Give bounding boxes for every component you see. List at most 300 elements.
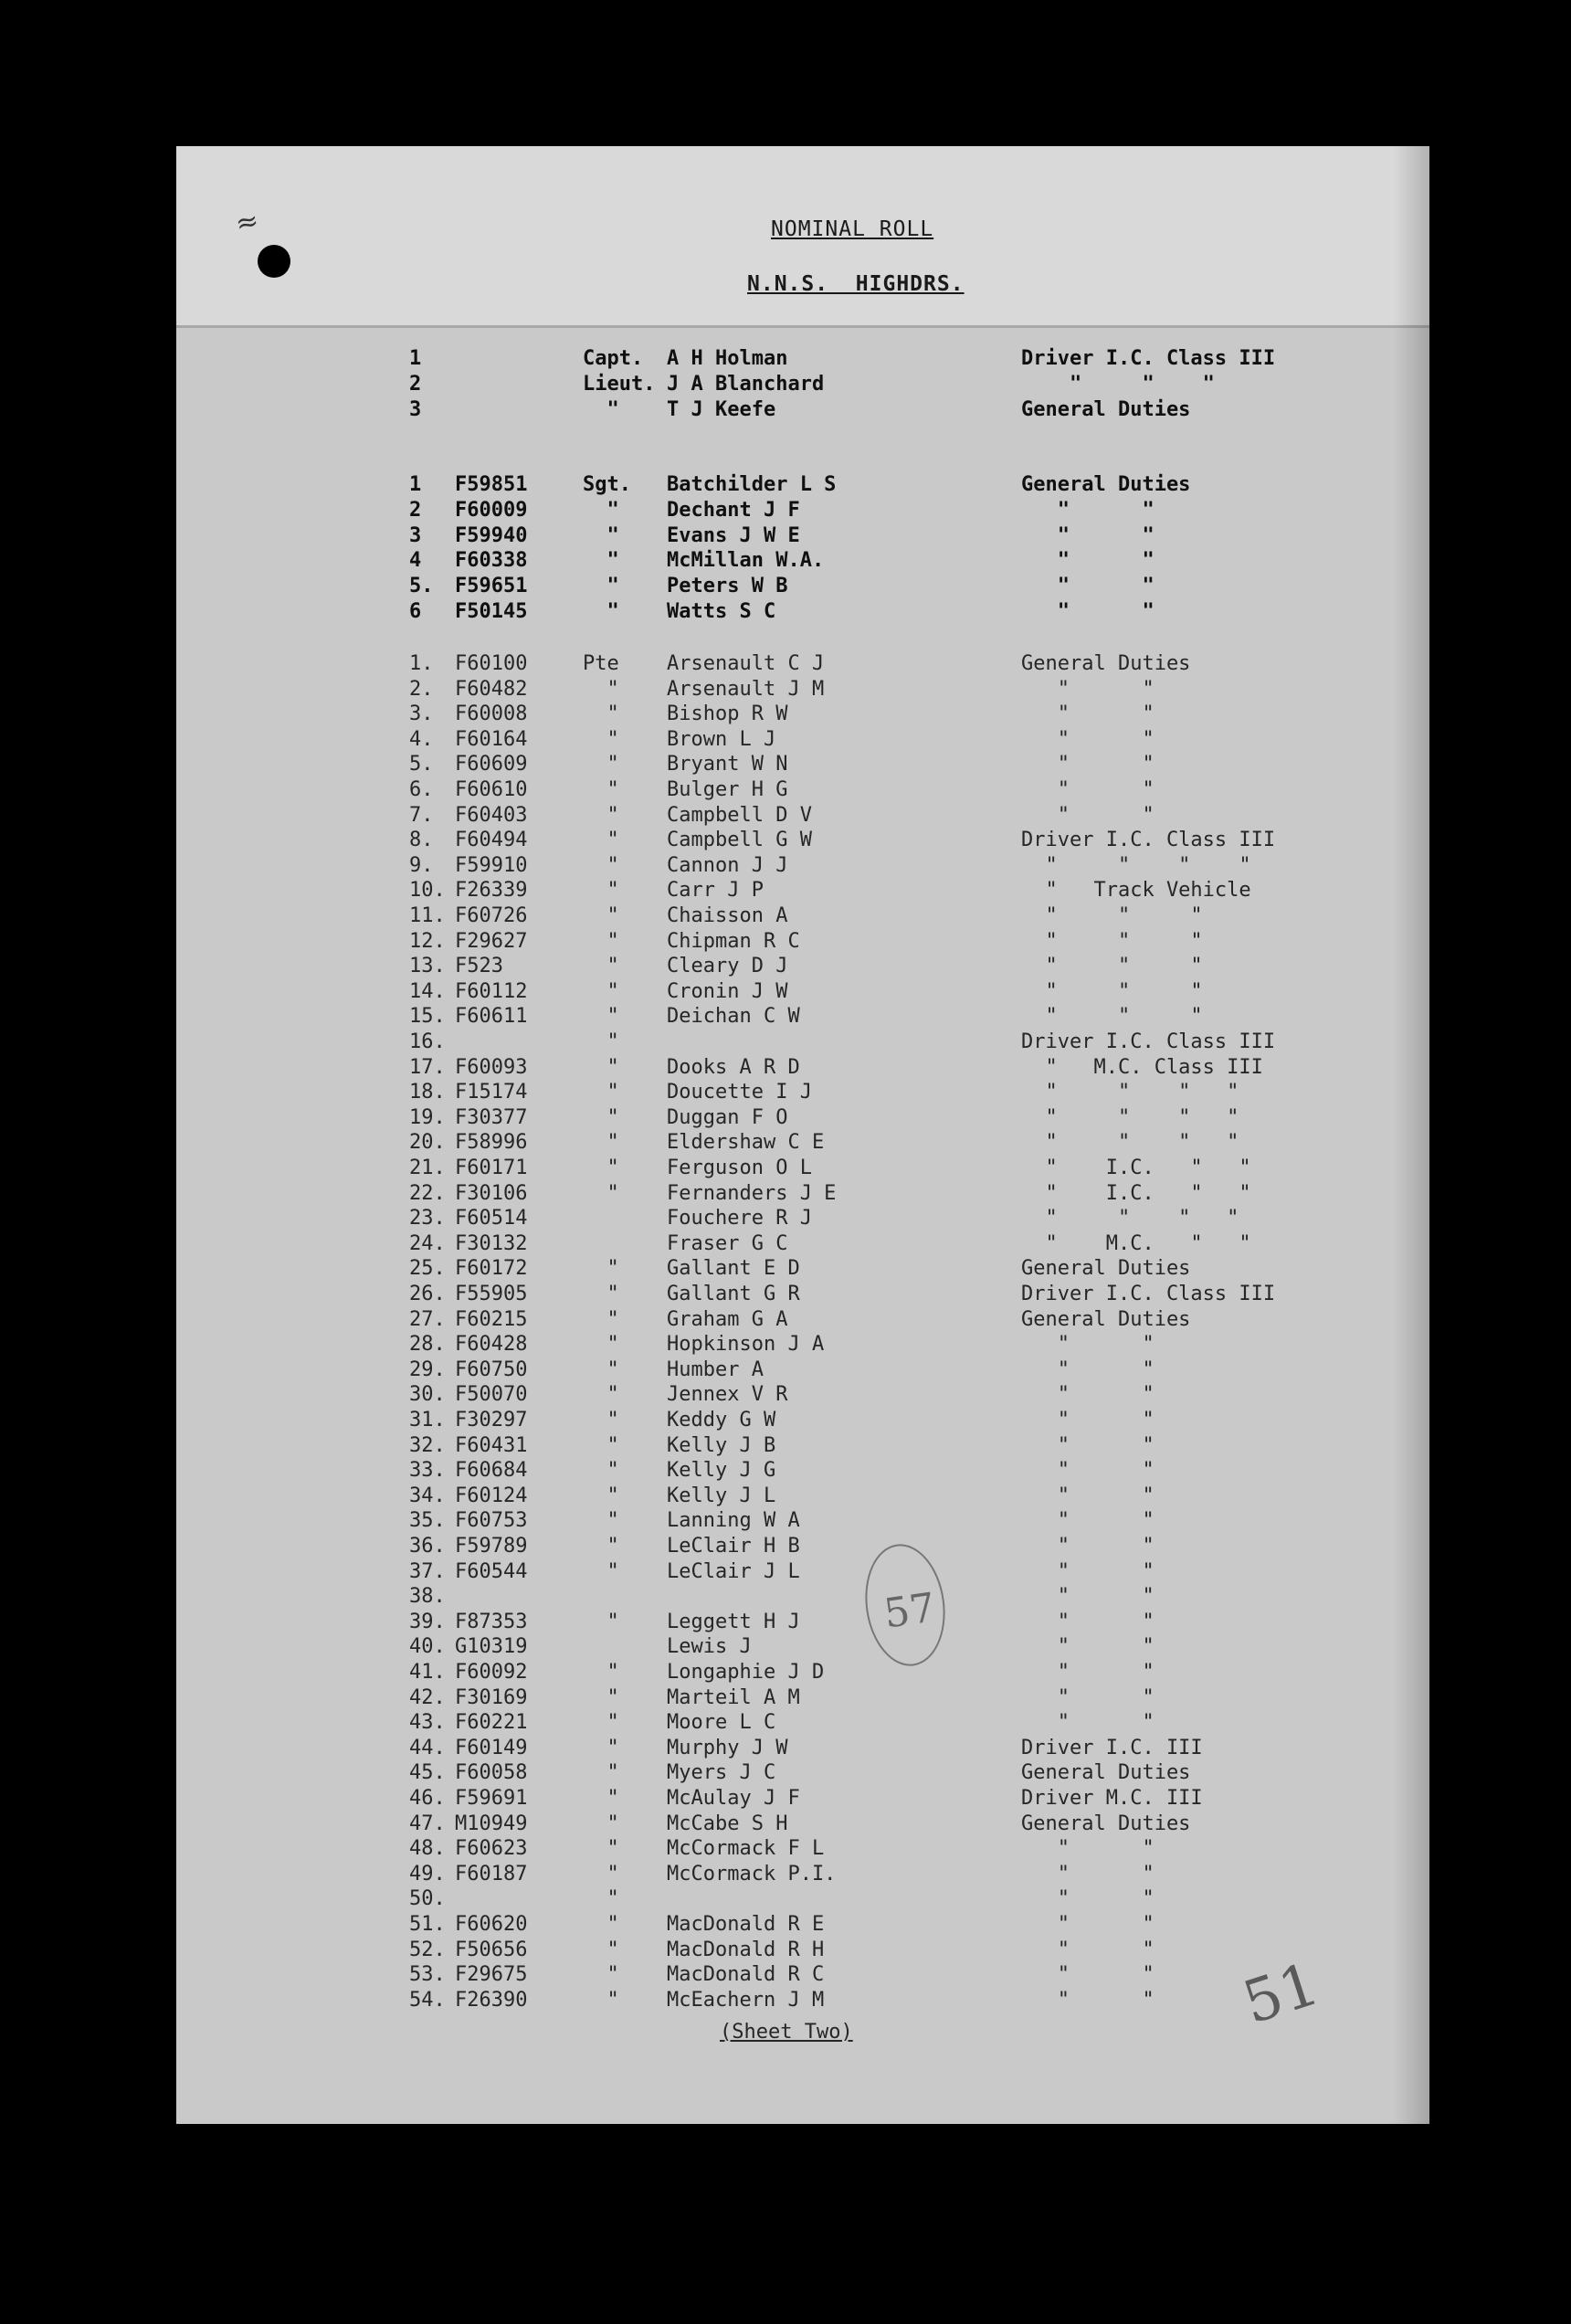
regimental-number: F60171 [455,1157,528,1179]
duty-assignment: " " [1021,1887,1155,1911]
duty-assignment: " " [1021,1635,1155,1659]
row-number: 23. [409,1207,446,1231]
regimental-number: F30169 [455,1685,528,1709]
row-number: 44. [409,1736,446,1759]
duty-assignment: " I.C. " " [1021,1181,1251,1205]
row-number: 3 [409,398,422,421]
row-number: 6. [409,778,434,801]
soldier-name: Deichan C W [667,1005,800,1029]
row-number: 2. [409,677,434,701]
table-row [0,1787,1571,1812]
duty-assignment: " " [1021,1610,1155,1633]
soldier-name: Kelly J G [667,1459,776,1483]
table-row [0,1737,1571,1762]
row-number: 7. [409,803,434,827]
table-row [0,1938,1571,1964]
table-row [0,702,1571,728]
regimental-number: F60008 [455,702,528,726]
duty-assignment: " " [1021,1685,1155,1709]
rank: " [583,853,619,877]
row-number: 14. [409,979,446,1003]
soldier-name: McCormack P.I. [667,1862,837,1886]
row-number: 4 [409,549,422,573]
duty-assignment: " " [1021,1837,1155,1861]
duty-assignment: " " " [1021,1005,1203,1029]
row-number: 18. [409,1081,446,1104]
table-row [0,1409,1571,1434]
table-row [0,1358,1571,1384]
table-row [0,473,1571,499]
regimental-number: F60403 [455,803,528,827]
table-row [0,804,1571,829]
row-number: 47. [409,1812,446,1835]
table-row [0,728,1571,754]
row-number: 51. [409,1913,446,1936]
table-row [0,549,1571,575]
regimental-number: F60753 [455,1509,528,1533]
row-number: 9. [409,853,434,877]
rank: Sgt. [583,473,631,496]
row-number: 8. [409,829,434,852]
duty-assignment: " " [1021,1938,1155,1961]
table-row [0,524,1571,550]
rank: " [583,904,619,927]
regimental-number: F30106 [455,1181,528,1205]
soldier-name: Cronin J W [667,979,788,1003]
row-number: 28. [409,1333,446,1357]
duty-assignment: " " [1021,1383,1155,1407]
regimental-number: M10949 [455,1812,528,1835]
soldier-name: McCormack F L [667,1837,825,1861]
duty-assignment: " " " [1021,955,1203,978]
regimental-number: F60726 [455,904,528,927]
table-row [0,1182,1571,1208]
duty-assignment: " " [1021,677,1155,701]
soldier-name: Peters W B [667,575,788,598]
table-row [0,1509,1571,1535]
rank: " [583,523,619,547]
row-number: 36. [409,1535,446,1558]
table-row [0,854,1571,880]
table-row [0,1283,1571,1308]
row-number: 16. [409,1030,446,1053]
regimental-number: F60482 [455,677,528,701]
table-row [0,575,1571,600]
duty-assignment: General Duties [1021,1812,1191,1835]
regimental-number: F60221 [455,1711,528,1735]
row-number: 41. [409,1661,446,1684]
duty-assignment: " " [1021,575,1155,598]
table-row [0,904,1571,930]
regimental-number: F26339 [455,879,528,903]
soldier-name: Fouchere R J [667,1207,812,1231]
regimental-number: F26390 [455,1988,528,2012]
duty-assignment: " " [1021,1357,1155,1381]
row-number: 22. [409,1181,446,1205]
row-number: 27. [409,1307,446,1331]
duty-assignment: " M.C. Class III [1021,1055,1263,1079]
rank: " [583,979,619,1003]
regimental-number: F59910 [455,853,528,877]
soldier-name: Gallant G R [667,1283,800,1305]
rank: " [583,1837,619,1861]
soldier-name: MacDonald R C [667,1963,825,1987]
soldier-name: Keddy G W [667,1409,776,1431]
soldier-name: Doucette I J [667,1081,812,1104]
duty-assignment: " " [1021,1585,1155,1609]
rank: " [583,1005,619,1029]
rank: " [583,1105,619,1129]
row-number: 5. [409,753,434,776]
row-number: 25. [409,1257,446,1281]
soldier-name: McMillan W.A. [667,549,825,573]
duty-assignment: " " [1021,1433,1155,1457]
table-row [0,1106,1571,1132]
table-row [0,1560,1571,1586]
table-row [0,347,1571,373]
soldier-name: MacDonald R H [667,1938,825,1961]
table-row [0,652,1571,678]
soldier-name: Campbell D V [667,803,812,827]
duty-assignment: " " [1021,803,1155,827]
duty-assignment: General Duties [1021,1307,1191,1331]
table-row [0,1383,1571,1409]
duty-assignment: " " [1021,1711,1155,1735]
table-row [0,1963,1571,1989]
table-row [0,1812,1571,1838]
regimental-number: F60164 [455,727,528,751]
row-number: 42. [409,1685,446,1709]
row-number: 12. [409,929,446,953]
rank: Capt. [583,347,644,370]
row-number: 3 [409,523,422,547]
table-row [0,955,1571,980]
table-row [0,1308,1571,1334]
rank: " [583,1938,619,1961]
punch-hole-icon [258,245,290,278]
rank: " [583,702,619,726]
duty-assignment: General Duties [1021,652,1191,675]
soldier-name: Bulger H G [667,778,788,801]
soldier-name: Bishop R W [667,702,788,726]
row-number: 45. [409,1761,446,1785]
soldier-name: Carr J P [667,879,764,903]
duty-assignment: " " " " [1021,1105,1239,1129]
soldier-name: Leggett H J [667,1610,800,1633]
duty-assignment: " " [1021,1988,1155,2012]
soldier-name: McCabe S H [667,1812,788,1835]
soldier-name: Humber A [667,1357,764,1381]
table-row [0,373,1571,398]
row-number: 3. [409,702,434,726]
duty-assignment: " " [1021,1509,1155,1533]
duty-assignment: " " [1021,1484,1155,1507]
regimental-number: F60100 [455,652,528,675]
soldier-name: Jennex V R [667,1383,788,1407]
regimental-number: F60428 [455,1333,528,1357]
rank: " [583,879,619,903]
duty-assignment: " " " [1021,979,1203,1003]
regimental-number: F59789 [455,1535,528,1558]
rank: " [583,498,619,522]
table-row [0,1585,1571,1611]
regimental-number: F60093 [455,1055,528,1079]
soldier-name: Ferguson O L [667,1157,812,1179]
duty-assignment: " " " " [1021,1081,1239,1104]
table-row [0,1333,1571,1358]
regimental-number: F55905 [455,1283,528,1305]
soldier-name: McAulay J F [667,1787,800,1810]
soldier-name: Fraser G C [667,1231,788,1255]
row-number: 30. [409,1383,446,1407]
soldier-name: Myers J C [667,1761,776,1785]
regimental-number: G10319 [455,1635,528,1659]
table-row [0,1611,1571,1636]
table-row [0,930,1571,956]
row-number: 20. [409,1131,446,1155]
table-row [0,398,1571,424]
rank: " [583,803,619,827]
regimental-number: F60092 [455,1661,528,1684]
duty-assignment: " " [1021,600,1155,623]
regimental-number: F50070 [455,1383,528,1407]
soldier-name: Longaphie J D [667,1661,825,1684]
regimental-number: F60338 [455,549,528,573]
row-number: 4. [409,727,434,751]
row-number: 15. [409,1005,446,1029]
soldier-name: Murphy J W [667,1736,788,1759]
soldier-name: T J Keefe [667,398,776,421]
soldier-name: Cleary D J [667,955,788,978]
sheet-label: (Sheet Two) [720,2021,853,2044]
row-number: 50. [409,1887,446,1911]
row-number: 21. [409,1157,446,1179]
soldier-name: Batchilder L S [667,473,837,496]
rank: " [583,1963,619,1987]
duty-assignment: Driver I.C. Class III [1021,347,1276,370]
rank: " [583,1181,619,1205]
rank: " [583,727,619,751]
duty-assignment: " " [1021,1333,1155,1357]
regimental-number: F87353 [455,1610,528,1633]
row-number: 33. [409,1459,446,1483]
regimental-number: F60609 [455,753,528,776]
rank: " [583,829,619,852]
regimental-number: F30377 [455,1105,528,1129]
regimental-number: F59691 [455,1787,528,1810]
duty-assignment: " " " [1021,904,1203,927]
table-row [0,678,1571,703]
regimental-number: F59940 [455,523,528,547]
regimental-number: F523 [455,955,503,978]
soldier-name: Arsenault J M [667,677,825,701]
soldier-name: LeClair H B [667,1535,800,1558]
table-row [0,1484,1571,1510]
rank: " [583,1661,619,1684]
duty-assignment: Driver I.C. Class III [1021,1283,1276,1305]
soldier-name: Fernanders J E [667,1181,837,1205]
table-row [0,1030,1571,1056]
soldier-name: LeClair J L [667,1559,800,1583]
unit-name: N.N.S. HIGHDRS. [747,272,965,296]
row-number: 43. [409,1711,446,1735]
rank: " [583,778,619,801]
soldier-name: J A Blanchard [667,373,825,396]
duty-assignment: " " [1021,778,1155,801]
soldier-name: Chaisson A [667,904,788,927]
table-row [0,1913,1571,1938]
rank: " [583,1131,619,1155]
rank: Lieut. [583,373,656,396]
row-number: 49. [409,1862,446,1886]
regimental-number: F60431 [455,1433,528,1457]
rank: " [583,1030,619,1053]
soldier-name: Graham G A [667,1307,788,1331]
duty-assignment: " " [1021,1409,1155,1431]
row-number: 38. [409,1585,446,1609]
duty-assignment: " " [1021,1862,1155,1886]
duty-assignment: " I.C. " " [1021,1157,1251,1179]
soldier-name: Kelly J B [667,1433,776,1457]
duty-assignment: Driver M.C. III [1021,1787,1203,1810]
rank: " [583,753,619,776]
regimental-number: F60623 [455,1837,528,1861]
row-number: 17. [409,1055,446,1079]
rank: " [583,1535,619,1558]
soldier-name: Chipman R C [667,929,800,953]
duty-assignment: General Duties [1021,398,1191,421]
duty-assignment: " " " " [1021,853,1251,877]
row-number: 11. [409,904,446,927]
duty-assignment: " " [1021,1459,1155,1483]
regimental-number: F60009 [455,498,528,522]
row-number: 26. [409,1283,446,1305]
regimental-number: F60684 [455,1459,528,1483]
rank: " [583,1736,619,1759]
soldier-name: Dechant J F [667,498,800,522]
table-row [0,1056,1571,1082]
soldier-name: MacDonald R E [667,1913,825,1936]
regimental-number: F60620 [455,1913,528,1936]
row-number: 54. [409,1988,446,2012]
row-number: 46. [409,1787,446,1810]
regimental-number: F60610 [455,778,528,801]
regimental-number: F59851 [455,473,528,496]
table-row [0,829,1571,854]
row-number: 2 [409,373,422,396]
regimental-number: F60494 [455,829,528,852]
table-row [0,879,1571,904]
table-row [0,1005,1571,1030]
rank: " [583,1357,619,1381]
rank: " [583,1761,619,1785]
rank: " [583,1685,619,1709]
regimental-number: F15174 [455,1081,528,1104]
soldier-name: Marteil A M [667,1685,800,1709]
pencil-mark: ≈ [232,204,262,241]
duty-assignment: " " " [1021,929,1203,953]
regimental-number: F30297 [455,1409,528,1431]
row-number: 1. [409,652,434,675]
rank: Pte [583,652,619,675]
table-row [0,1887,1571,1913]
row-number: 31. [409,1409,446,1431]
row-number: 10. [409,879,446,903]
regimental-number: F60750 [455,1357,528,1381]
rank: " [583,1610,619,1633]
rank: " [583,575,619,598]
regimental-number: F50656 [455,1938,528,1961]
table-row [0,1635,1571,1661]
rank: " [583,1283,619,1305]
document-title: NOMINAL ROLL [771,217,934,241]
soldier-name: Lanning W A [667,1509,800,1533]
rank: " [583,1862,619,1886]
row-number: 6 [409,600,422,623]
rank: " [583,1383,619,1407]
soldier-name: Dooks A R D [667,1055,800,1079]
soldier-name: Arsenault C J [667,652,825,675]
table-row [0,1207,1571,1232]
table-row [0,980,1571,1006]
rank: " [583,600,619,623]
rank: " [583,677,619,701]
soldier-name: Eldershaw C E [667,1131,825,1155]
regimental-number: F60514 [455,1207,528,1231]
row-number: 52. [409,1938,446,1961]
row-number: 1 [409,347,422,370]
soldier-name: A H Holman [667,347,788,370]
table-row [0,1686,1571,1712]
row-number: 53. [409,1963,446,1987]
duty-assignment: " " [1021,1535,1155,1558]
row-number: 2 [409,498,422,522]
margin-annotation: 51 [1235,1950,1327,2038]
table-row [0,1157,1571,1182]
row-number: 34. [409,1484,446,1507]
duty-assignment: " " [1021,523,1155,547]
duty-assignment: " " [1021,1661,1155,1684]
rank: " [583,1055,619,1079]
row-number: 32. [409,1433,446,1457]
regimental-number: F60058 [455,1761,528,1785]
table-row [0,1989,1571,2014]
table-row [0,1837,1571,1863]
rank: " [583,1081,619,1104]
rank: " [583,1307,619,1331]
rank: " [583,1409,619,1431]
duty-assignment: " M.C. " " [1021,1231,1251,1255]
table-row [0,1081,1571,1106]
regimental-number: F60149 [455,1736,528,1759]
table-row [0,1711,1571,1737]
duty-assignment: General Duties [1021,473,1191,496]
table-row [0,1232,1571,1258]
rank: " [583,1988,619,2012]
duty-assignment: " " [1021,727,1155,751]
soldier-name: Brown L J [667,727,776,751]
regimental-number: F29627 [455,929,528,953]
soldier-name: Campbell G W [667,829,812,852]
duty-assignment: General Duties [1021,1257,1191,1281]
rank: " [583,1711,619,1735]
regimental-number: F30132 [455,1231,528,1255]
soldier-name: Hopkinson J A [667,1333,825,1357]
duty-assignment: " " [1021,1963,1155,1987]
row-number: 35. [409,1509,446,1533]
row-number: 24. [409,1231,446,1255]
row-number: 13. [409,955,446,978]
